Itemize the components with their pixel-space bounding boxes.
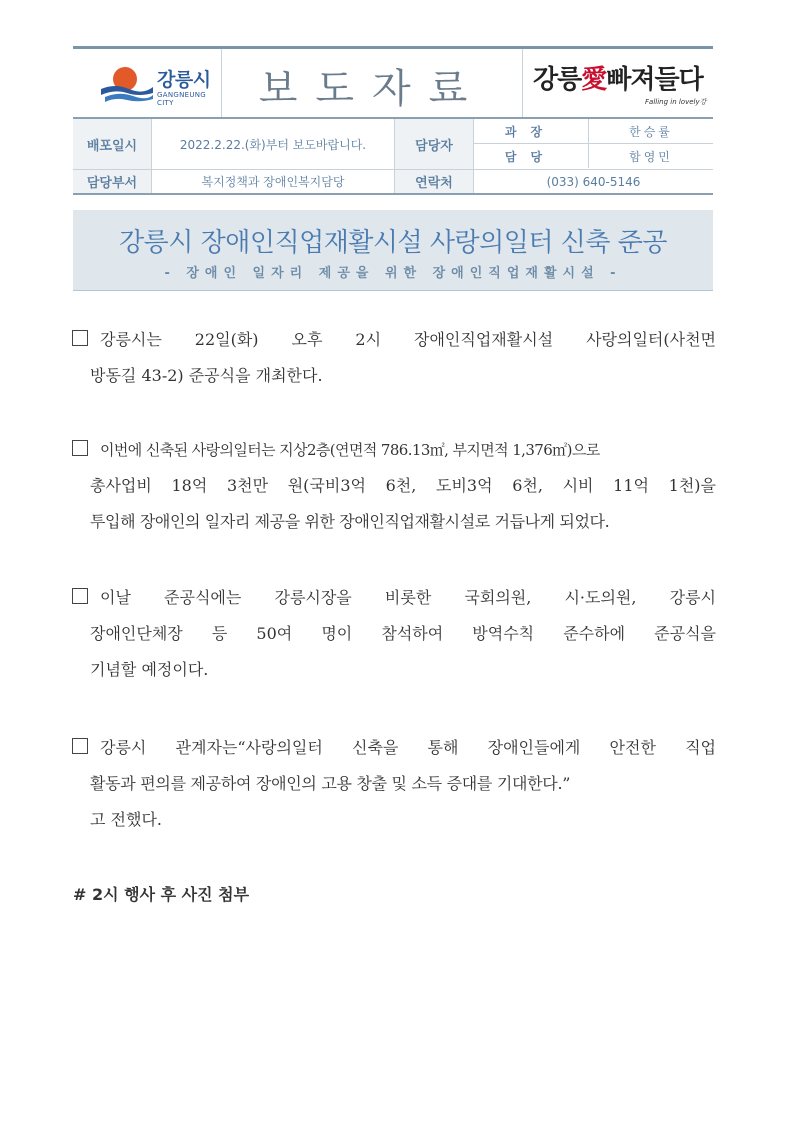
contact-person-label: 담당자 xyxy=(395,119,473,169)
press-header xyxy=(73,46,713,193)
release-label: 배포일시 xyxy=(73,119,151,169)
photo-attachment-note: # 2시 행사 후 사진 첨부 xyxy=(73,885,250,904)
header-top-row xyxy=(73,49,713,119)
manager-name: 한승률 xyxy=(629,124,673,139)
phone-value: (033) 640-5146 xyxy=(546,174,641,189)
paragraph-line: 방동길 43-2) 준공식을 개최한다. xyxy=(90,366,323,385)
manager-row xyxy=(473,119,713,144)
paragraph-line: 강릉시 관계자는“사랑의일터 신축을 통해 장애인들에게 안전한 직업 xyxy=(72,730,716,766)
paragraph-line: 총사업비 18억 3천만 원(국비3억 6천, 도비3억 6천, 시비 11억 1천)을 xyxy=(90,476,716,495)
checkbox-bullet-icon xyxy=(72,440,88,456)
checkbox-bullet-icon xyxy=(72,330,88,346)
dept-value: 복지정책과 장애인복지담당 xyxy=(201,175,345,189)
slogan-heart: 愛 xyxy=(581,65,607,95)
paragraph-line: 고 전했다. xyxy=(90,810,162,829)
slogan-cell xyxy=(523,49,713,117)
department-row xyxy=(73,170,713,195)
paragraph-1 xyxy=(72,322,716,394)
paragraph-4 xyxy=(72,730,716,838)
paragraph-3 xyxy=(72,580,716,688)
city-slogan xyxy=(533,59,703,96)
document-title: 보도자료 xyxy=(258,66,486,112)
paragraph-line: 투입해 장애인의 일자리 제공을 위한 장애인직업재활시설로 거듭나게 되었다. xyxy=(90,512,610,531)
staff-role: 담당 xyxy=(504,149,557,164)
phone-label: 연락처 xyxy=(395,170,473,193)
paragraph-line: 이번에 신축된 사랑의일터는 지상2층(연면적 786.13㎡, 부지면적 1,376㎡)으로 xyxy=(72,432,716,468)
dept-label: 담당부서 xyxy=(73,170,151,193)
paragraph-line: 활동과 편의를 제공하여 장애인의 고용 창출 및 소득 증대를 기대한다.” xyxy=(90,774,571,793)
staff-name: 함영민 xyxy=(629,149,673,164)
paragraph-line: 장애인단체장 등 50여 명이 참석하여 방역수칙 준수하에 준공식을 xyxy=(90,624,716,643)
checkbox-bullet-icon xyxy=(72,738,88,754)
slogan-post: 빠져들다 xyxy=(606,65,703,95)
slogan-subtext: Falling in lovely강 xyxy=(645,98,707,106)
headline-box xyxy=(73,210,713,291)
slogan-pre: 강릉 xyxy=(533,65,582,95)
paragraph-2 xyxy=(72,432,716,540)
manager-role: 과장 xyxy=(504,124,557,139)
subheadline: - 장애인 일자리 제공을 위한 장애인직업재활시설 - xyxy=(164,266,622,281)
logo-text: 강릉시 xyxy=(157,69,211,91)
checkbox-bullet-icon xyxy=(72,588,88,604)
staff-row xyxy=(473,144,713,168)
paragraph-line: 기념할 예정이다. xyxy=(90,660,209,679)
headline: 강릉시 장애인직업재활시설 사랑의일터 신축 준공 xyxy=(119,228,667,258)
city-logo-icon xyxy=(99,63,155,105)
release-row xyxy=(73,119,713,170)
release-value: 2022.2.22.(화)부터 보도바랍니다. xyxy=(179,137,367,152)
logo-cell xyxy=(73,49,222,117)
logo-subtext: GANGNEUNG CITY xyxy=(157,91,207,107)
title-cell xyxy=(222,49,523,117)
paragraph-line: 이날 준공식에는 강릉시장을 비롯한 국회의원, 시·도의원, 강릉시 xyxy=(72,580,716,616)
paragraph-line: 강릉시는 22일(화) 오후 2시 장애인직업재활시설 사랑의일터(사천면 xyxy=(72,322,716,358)
